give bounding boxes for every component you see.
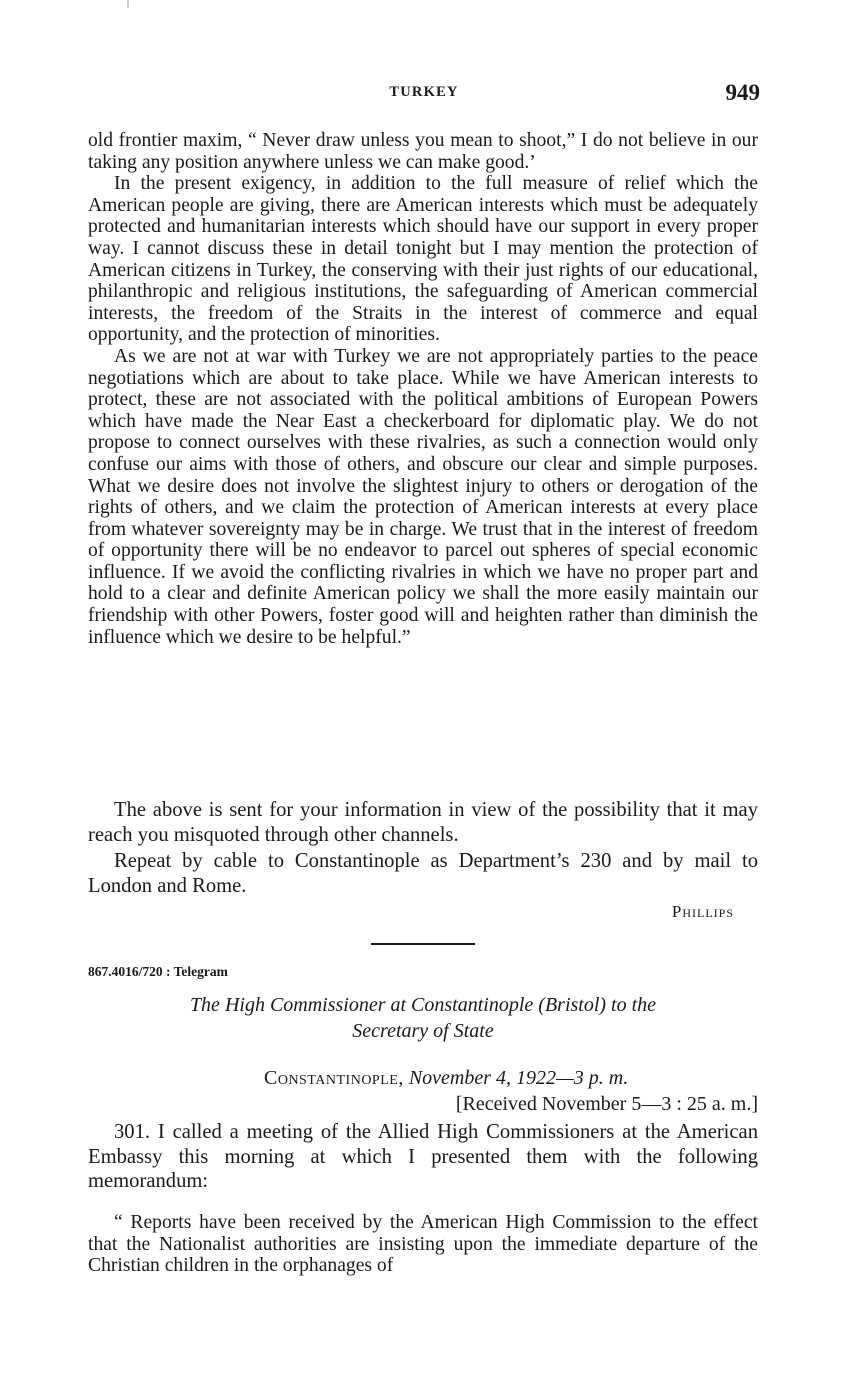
dateline-place: Constantinople,	[264, 1067, 404, 1089]
document-title-line-1: The High Commissioner at Constantinople (Bristol) to the	[189, 994, 657, 1016]
document-title-line-2: Secretary of State	[352, 1020, 494, 1042]
closing-paragraph-2: Repeat by cable to Constantinople as Department’s 230 and by mail to London and Rome.	[88, 850, 758, 897]
dateline-date: November 4, 1922—3 p. m.	[408, 1067, 629, 1089]
scan-margin-mark	[127, 0, 129, 8]
page-number: 949	[725, 80, 760, 105]
closing-paragraph-1: The above is sent for your information in view of the possibility that it may reach you misquoted through other channels.	[88, 799, 758, 846]
dateline	[264, 1067, 628, 1090]
running-title: TURKEY	[389, 84, 459, 100]
file-reference: 867.4016/720 : Telegram	[88, 964, 228, 979]
closing-block	[88, 798, 758, 898]
speech-paragraph-1: old frontier maxim, “ Never draw unless you mean to shoot,” I do not believe in our taking any position anywhere unless we can make good.’	[88, 130, 758, 173]
memorandum	[88, 1212, 758, 1277]
running-head	[88, 80, 760, 110]
memorandum-paragraph: “ Reports have been received by the American High Commission to the effect that the Nationalist authorities are insisting upon the immediate departure of the Christian children in the orphanages of	[88, 1212, 758, 1277]
telegram-body	[88, 1120, 758, 1194]
quoted-speech	[88, 130, 758, 648]
section-divider	[371, 943, 475, 945]
speech-paragraph-2: In the present exigency, in addition to the full measure of relief which the American people are giving, there are American interests which must be adequately protected and humanitarian interests which should have our support in every proper way. I cannot discuss these in detail tonight but I may mention the protection of American citizens in Turkey, the conserving with their just rights of our educational, philanthropic and religious institutions, the safeguarding of American commercial interests, the freedom of the Straits in the interest of commerce and equal opportunity, and the protection of minorities.	[88, 173, 758, 346]
telegram-paragraph: 301. I called a meeting of the Allied High Commissioners at the American Embassy this morning at which I presented them with the following memorandum:	[88, 1121, 758, 1192]
received-note: [Received November 5—3 : 25 a. m.]	[455, 1093, 758, 1115]
document-title	[110, 992, 736, 1044]
signature: Phillips	[671, 902, 734, 921]
speech-paragraph-3: As we are not at war with Turkey we are not appropriately parties to the peace negotiations which are about to take place. While we have American interests to protect, these are not associated with the political ambitions of European Powers which have made the Near East a checkerboard for diplomatic play. We do not propose to connect ourselves with these rivalries, as such a connection would only confuse our aims with those of others, and obscure our clear and simple purposes. What we desire does not involve the slightest injury to others or derogation of the rights of others, and we claim the protection of American interests at every place from whatever sovereignty may be in charge. We trust that in the interest of freedom of opportunity there will be no endeavor to parcel out spheres of special economic influence. If we avoid the conflicting rivalries in which we have no proper part and hold to a clear and definite American policy we shall the more easily maintain our friendship with other Powers, foster good will and heighten rather than diminish the influence which we desire to be helpful.”	[88, 345, 758, 648]
